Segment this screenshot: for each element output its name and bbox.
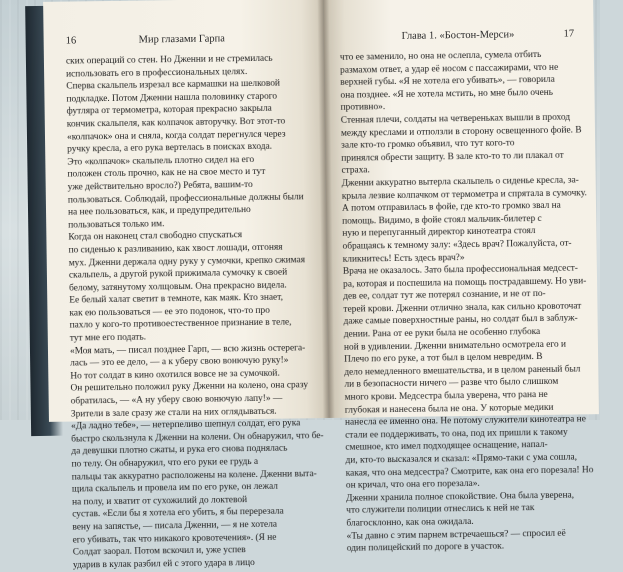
text-line: Дженни аккуратно вытерла скальпель о сиденье кресла, за- bbox=[341, 175, 579, 189]
text-line: «Моя мать, — писал позднее Гарп, — всю жизнь остерега- bbox=[69, 342, 306, 357]
text-line: благосклонно, как она ожидала. bbox=[346, 516, 474, 529]
text-line: терей крови. Дженни отлично знала, как сильно кровоточат bbox=[343, 301, 582, 315]
text-line: что служители полиции отнеслись к ней не так bbox=[346, 503, 535, 517]
text-line: кликнитесь! Есть здесь врач?» bbox=[342, 252, 465, 265]
right-page-text bbox=[339, 48, 594, 555]
left-page-number: 16 bbox=[65, 35, 77, 47]
right-running-header: Глава 1. «Бостон-Мерси» bbox=[401, 29, 515, 42]
text-line: ских операций со стен. Но Дженни и не стремилась bbox=[65, 53, 273, 67]
text-line: Но тот солдат в кино охотился вовсе не за сумочкой. bbox=[70, 368, 280, 382]
text-line: на полу, и хватит от сухожилий до локтевой bbox=[72, 494, 248, 508]
text-line: противно». bbox=[340, 102, 386, 114]
text-line: Это «колпачок» скальпель плотно сидел на его bbox=[67, 154, 255, 168]
text-line: обратилась, — «А ну уберу свою вонючую лапу!» — bbox=[70, 393, 283, 407]
text-line: какая, что она медсестра? Смотрите, как она его порезала! Но bbox=[345, 464, 594, 479]
text-line: нанесла ее именно она. Не потому служители кинотеатра не bbox=[344, 414, 586, 428]
text-line: Дженни хранила полное спокойствие. Она была уверена, bbox=[346, 490, 575, 504]
text-line: Стенная плечи, солдаты на четвереньках вышли в проход bbox=[340, 112, 571, 126]
text-line: Когда он наконец стал свободно спускаться bbox=[68, 230, 243, 243]
text-line: мух. Дженни держала одну руку у сумочки, крепко сжимая bbox=[68, 254, 306, 269]
text-line: да девушки плотно сжаты, и рука его снова поднялась bbox=[71, 443, 288, 457]
text-line: его убивать, так что никакого кровотечения». (Я не bbox=[72, 532, 277, 546]
text-line: Солдат заорал. Потом вскочил и, уже успев bbox=[72, 545, 246, 558]
text-line: один полицейский по дороге в участок. bbox=[346, 541, 505, 554]
text-line: тут мне его подать. bbox=[69, 332, 147, 344]
text-line: много крови. Медсестра была уверена, что рана не bbox=[344, 389, 548, 403]
text-line: Сперва скальпель изрезал все кармашки на шелковой bbox=[66, 78, 281, 92]
text-line: ди, кто-то высказался и сказал: «Прямо-таки с ума сошла, bbox=[345, 452, 578, 466]
text-line: белому, затянутому холщовым. Она прекрасно видела. bbox=[69, 280, 287, 294]
text-line: подкладке. Потом Дженни нашла половинку старого bbox=[66, 91, 278, 105]
text-line: Плечо по его руке, а тот был в целом невредим. В bbox=[344, 352, 543, 365]
text-line: ную и перепуганный директор кинотеатра стоял bbox=[342, 226, 536, 240]
text-line: глубокая и нанесена была не она. У которые медики bbox=[344, 402, 554, 416]
left-page-text bbox=[66, 52, 323, 572]
text-line: стали ее поддерживать, то она, под их пришли к такому bbox=[345, 427, 568, 441]
right-page-number: 17 bbox=[563, 28, 575, 40]
text-line: лась — это ее дело, — а к уберу свою вонючую руку!» bbox=[70, 355, 289, 369]
open-book bbox=[25, 0, 621, 571]
text-line: между креслами и отползли в сторону освещенного фойе. В bbox=[340, 124, 582, 139]
text-line: положен столь прочно, как не на свое место и тут bbox=[67, 167, 266, 180]
text-line: дении. Рана от ее руки была не особенно глубока bbox=[343, 327, 541, 340]
text-line: крыла лезвие колпачком от термометра и спрятала в сумочку. bbox=[341, 187, 587, 202]
right-page bbox=[323, 0, 599, 554]
text-line: смешное, кто имел подходящее оснащение, напал- bbox=[345, 440, 548, 454]
text-line: футляра от термометра, которая прекрасно закрыла bbox=[66, 104, 272, 117]
text-line: уже действительно вросло?) Ребята, вашим-то bbox=[67, 179, 253, 193]
text-line: пользоваться. Соблюдай, профессиональные должны были bbox=[67, 191, 304, 206]
text-line: ли в безопасности ничего — разве что было слишком bbox=[344, 377, 559, 391]
text-line: Ее белый халат светит в темноте, как маяк. Кто знает, bbox=[69, 292, 284, 306]
text-line: кончик скальпеля, как колпачок авторучку. Вот этот-то bbox=[66, 116, 286, 130]
text-line: ной в удивлении. Дженни внимательно осмотрела его и bbox=[343, 339, 567, 353]
text-line: пальцы так аккуратно расположены на колене. Дженни выта- bbox=[71, 468, 317, 483]
text-line: даже самые поверхностные раны, но солдат был в заблуж- bbox=[343, 313, 578, 328]
text-line: Врача не оказалось. Зато была профессиональная медсест- bbox=[342, 263, 578, 277]
text-line: сустав. «Если бы я хотела его убить, я бы перерезала bbox=[72, 506, 284, 520]
text-line: «Ты давно с этим парнем встречаешься? — спросил её bbox=[346, 528, 566, 542]
text-line: размахом ответ, а удар её носом с пассажирами, что не bbox=[340, 62, 559, 76]
text-line: А потом отправилась в фойе, где кто-то громко звал на bbox=[341, 200, 561, 214]
text-line: по сиденью к разливанию, как хвост лошади, отгоняя bbox=[68, 242, 283, 256]
text-line: принялся обрести защиту. В зале кто-то то ли плакал от bbox=[341, 150, 564, 164]
text-line: щила скальпель и провела им по его руке, он лежал bbox=[71, 481, 278, 495]
text-line: дев ее, солдат тут же потерял сознание, и не от по- bbox=[343, 289, 546, 303]
text-line: она позднее. «Я не хотела мстить, но мне было очень bbox=[340, 87, 554, 101]
text-line: зале кто-то громко объявил, что тут кого-то bbox=[341, 138, 515, 151]
text-line: Он решительно положил руку Дженни на колено, она сразу bbox=[70, 380, 309, 394]
text-line: он кричал, что она его порезала». bbox=[345, 479, 480, 491]
text-line: дело немедленного вмешательства, и в целом раненый был bbox=[344, 364, 581, 378]
text-line: на нее пользоваться, как, и предупредительно bbox=[67, 205, 251, 218]
text-line: использовать его в профессиональных целях. bbox=[66, 66, 248, 80]
text-line: как ею пользоваться — ее это подонок, что-то про bbox=[69, 305, 270, 319]
text-line: вену на запястье, — писала Дженни, — я не хотела bbox=[72, 519, 278, 533]
text-line: страха. bbox=[341, 165, 370, 177]
left-running-header: Мир глазами Гарпа bbox=[138, 33, 225, 46]
text-line: ударив в кулак разбил ей с этого удара в лицо bbox=[72, 557, 255, 571]
text-line: ручку кресла, а его рука вертелась в поисках входа. bbox=[67, 141, 273, 155]
left-page bbox=[43, 0, 329, 571]
text-line: по телу. Он обнаружил, что его руки ее грудь а bbox=[71, 456, 259, 470]
text-line: «колпачок» она и сняла, когда солдат перегнулся через bbox=[66, 129, 286, 143]
text-line: «Да ладно тебе», — нетерпеливо шепнул солдат, его рука bbox=[70, 418, 301, 432]
text-line: помощь. Видимо, в фойе стоял мальчик-билетер с bbox=[342, 213, 542, 227]
text-line: что ее заменило, но она не ослепла, сумела отбить bbox=[339, 49, 542, 63]
text-line: пахло у кого-то противоестественное признание в теле, bbox=[69, 317, 292, 332]
text-line: обращаясь к темному залу: «Здесь врач? Пожалуйста, от- bbox=[342, 238, 572, 252]
text-line: быстро скользнула к Дженни на колени. Он обнаружил, что бе- bbox=[71, 430, 324, 445]
text-line: Зрители в зале сразу же стали на них оглядываться. bbox=[70, 406, 277, 420]
text-line: верхней губы. «Я не хотела его убивать», — говорила bbox=[340, 74, 555, 88]
text-line: скальпель, а другой рукой прижимала сумочку к своей bbox=[68, 267, 288, 281]
text-line: пользоваться только им. bbox=[68, 218, 165, 231]
text-line: ра, которая и поспешила на помощь пострадавшему. Но уви- bbox=[343, 276, 587, 290]
